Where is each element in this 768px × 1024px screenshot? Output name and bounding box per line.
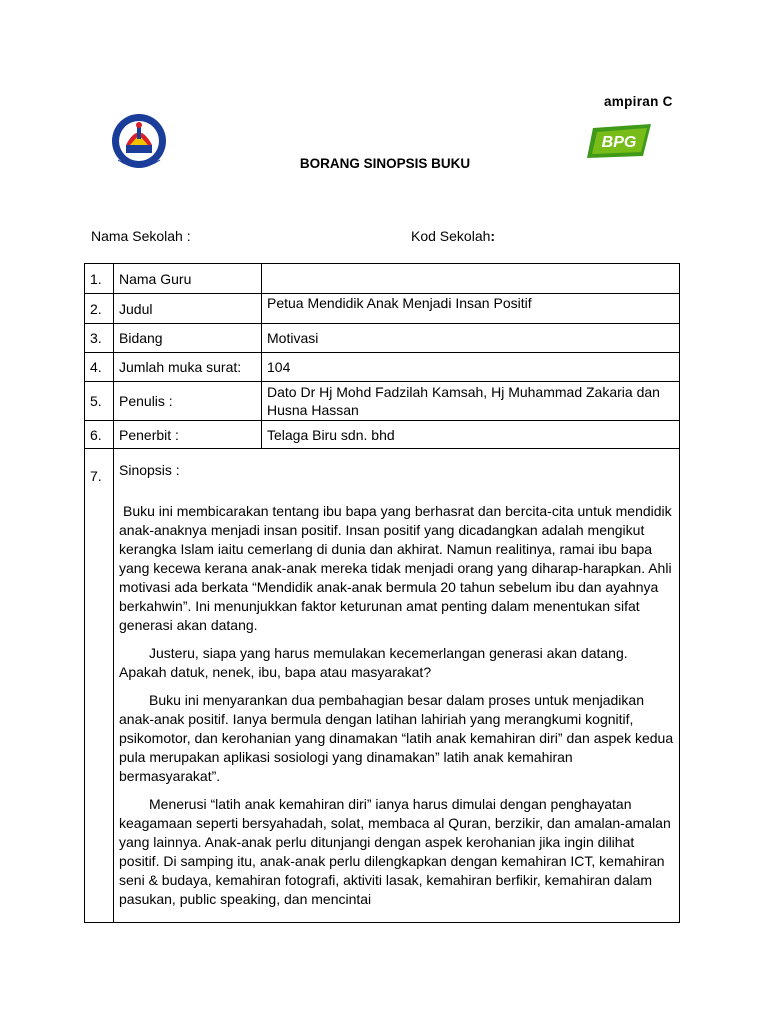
bpg-logo (585, 122, 653, 160)
row-number: 6. (85, 421, 114, 449)
synopsis-paragraph: Justeru, siapa yang harus memulakan kecemerlangan generasi akan datang. Apakah datuk, nenek, ibu, bapa atau masyarakat? (119, 644, 628, 680)
row-number: 7. (85, 449, 114, 923)
table-row (85, 264, 680, 294)
table-row (85, 353, 680, 382)
synopsis-form-table (84, 263, 680, 923)
table-row (85, 294, 680, 324)
penerbit-value: Telaga Biru sdn. bhd (262, 421, 680, 449)
row-label: Penulis : (114, 382, 262, 421)
kod-sekolah-label (411, 228, 495, 244)
row-number: 2. (85, 294, 114, 324)
synopsis-paragraph: Buku ini membicarakan tentang ibu bapa yang berhasrat dan bercita-cita untuk mendidik anak-anaknya menjadi insan positif. Insan positif yang dicadangkan adalah mengikut kerangka Islam iaitu cemerlang di dunia dan akhirat. Namun realitinya, ramai ibu bapa yang kecewa kerana anak-anak mereka tidak menjadi orang yang diharap-harapkan. Ahli motivasi ada berkata “Mendidik anak-anak bermula 20 tahun sebelum ibu dan ayahnya berkahwin”. Ini menunjukkan faktor keturunan amat penting dalam menentukan sifat generasi akan datang. (119, 502, 672, 633)
row-number: 1. (85, 264, 114, 294)
nama-sekolah-label: Nama Sekolah : (91, 228, 191, 244)
kod-sekolah-colon: : (490, 228, 496, 244)
form-title: BORANG SINOPSIS BUKU (299, 156, 471, 171)
row-number: 3. (85, 324, 114, 353)
row-label: Judul (114, 294, 262, 324)
nama-guru-value[interactable] (262, 264, 680, 294)
judul-value: Petua Mendidik Anak Menjadi Insan Positif (262, 294, 680, 324)
synopsis-cell (114, 449, 680, 923)
synopsis-label: Sinopsis : (119, 461, 180, 478)
table-row-synopsis (85, 449, 680, 923)
bidang-value: Motivasi (262, 324, 680, 353)
kod-sekolah-text: Kod Sekolah (411, 228, 491, 244)
row-label: Nama Guru (114, 264, 262, 294)
penulis-value: Dato Dr Hj Mohd Fadzilah Kamsah, Hj Muhammad Zakaria dan Husna Hassan (262, 382, 680, 421)
lampiran-label: ampiran C (604, 94, 673, 109)
table-row (85, 324, 680, 353)
row-label: Bidang (114, 324, 262, 353)
synopsis-paragraph: Menerusi “latih anak kemahiran diri” ianya harus dimulai dengan penghayatan keagamaan seperti bersyahadah, solat, membaca al Quran, berzikir, dan amalan-amalan yang lainnya. Anak-anak perlu ditunjangi dengan aspek kerohanian jika ingin dilihat positif. Di samping itu, anak-anak perlu dilengkapkan dengan kemahiran ICT, kemahiran seni & budaya, kemahiran fotografi, aktiviti lasak, kemahiran berfikir, kemahiran dalam pasukan, public speaking, dan mencintai (119, 795, 671, 907)
synopsis-body (119, 502, 674, 909)
table-row (85, 421, 680, 449)
bpg-logo-text: BPG (601, 134, 637, 151)
row-label: Penerbit : (114, 421, 262, 449)
table-row (85, 382, 680, 421)
row-label: Jumlah muka surat: (114, 353, 262, 382)
row-number: 5. (85, 382, 114, 421)
row-number: 4. (85, 353, 114, 382)
synopsis-paragraph: Buku ini menyarankan dua pembahagian besar dalam proses untuk menjadikan anak-anak positif. Ianya bermula dengan latihan lahiriah yang merangkumi kognitif, psikomotor, dan kerohanian yang dinamakan “latih anak kemahiran diri” dan aspek kedua pula merupakan aplikasi sosiologi yang dinamakan” latih anak kemahiran bermasyarakat”. (119, 691, 674, 784)
jumlah-muka-surat-value: 104 (262, 353, 680, 382)
school-row (91, 228, 691, 244)
